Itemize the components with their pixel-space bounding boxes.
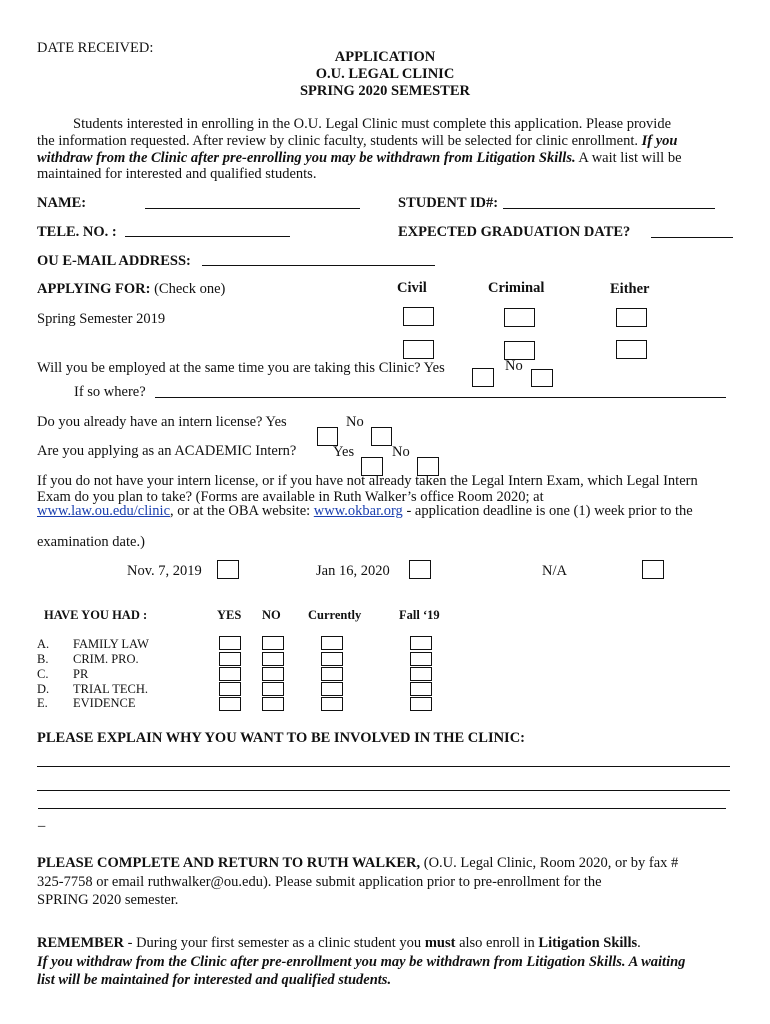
- employed-no-label: No: [505, 358, 523, 374]
- explain-line-2[interactable]: [37, 790, 730, 791]
- intern-license-no-label: No: [346, 414, 364, 430]
- col-yes: YES: [217, 608, 242, 622]
- course-letter: B.: [37, 652, 49, 666]
- exam-option-jan: Jan 16, 2020: [316, 563, 390, 579]
- exam-nov-checkbox[interactable]: [217, 560, 239, 579]
- course-checkbox[interactable]: [410, 697, 432, 711]
- applying-for-label: APPLYING FOR: (Check one): [37, 281, 226, 297]
- academic-no-label: No: [392, 444, 410, 460]
- course-name: FAMILY LAW: [73, 637, 149, 651]
- explain-line-3[interactable]: [38, 808, 726, 809]
- remember-line-1: REMEMBER - During your first semester as a clinic student you must also enroll in Litigation Skills.: [37, 935, 641, 951]
- civil-checkbox[interactable]: [403, 307, 434, 326]
- complete-line-2: 325-7758 or email ruthwalker@ou.edu). Please submit application prior to pre-enrollment for the: [37, 874, 602, 890]
- course-checkbox[interactable]: [219, 667, 241, 681]
- course-checkbox[interactable]: [262, 652, 284, 666]
- course-checkbox[interactable]: [410, 636, 432, 650]
- col-currently: Currently: [308, 608, 362, 622]
- email-label: OU E-MAIL ADDRESS:: [37, 253, 191, 269]
- explain-line-1[interactable]: [37, 766, 730, 767]
- either-label: Either: [610, 281, 650, 297]
- academic-question: Are you applying as an ACADEMIC Intern?: [37, 443, 297, 459]
- exam-option-nov: Nov. 7, 2019: [127, 563, 202, 579]
- course-letter: D.: [37, 682, 50, 696]
- intern-license-question: Do you already have an intern license? Yes: [37, 414, 287, 430]
- course-checkbox[interactable]: [219, 636, 241, 650]
- civil-checkbox-2[interactable]: [403, 340, 434, 359]
- course-name: PR: [73, 667, 89, 681]
- courses-header: HAVE YOU HAD :: [44, 608, 148, 622]
- course-letter: C.: [37, 667, 49, 681]
- tele-field[interactable]: [125, 236, 290, 237]
- exam-line-2: Exam do you plan to take? (Forms are available in Ruth Walker’s office Room 2020; at: [37, 489, 544, 505]
- title-clinic: O.U. LEGAL CLINIC: [315, 66, 455, 82]
- intern-license-no-checkbox[interactable]: [371, 427, 392, 446]
- complete-line-1: PLEASE COMPLETE AND RETURN TO RUTH WALKER, (O.U. Legal Clinic, Room 2020, or by fax #: [37, 855, 679, 871]
- name-field[interactable]: [145, 208, 360, 209]
- where-label: If so where?: [74, 384, 146, 400]
- explain-dash: _: [38, 813, 46, 829]
- intro-line-4: maintained for interested and qualified students.: [37, 166, 317, 182]
- col-no: NO: [262, 608, 281, 622]
- course-name: TRIAL TECH.: [73, 682, 148, 696]
- academic-yes-label: Yes: [333, 444, 355, 460]
- course-checkbox[interactable]: [219, 652, 241, 666]
- employed-yes-checkbox[interactable]: [472, 368, 494, 387]
- criminal-checkbox[interactable]: [504, 308, 535, 327]
- employed-question: Will you be employed at the same time you are taking this Clinic? Yes: [37, 360, 445, 376]
- course-checkbox[interactable]: [219, 697, 241, 711]
- okbar-link[interactable]: www.okbar.org: [313, 503, 403, 519]
- student-id-label: STUDENT ID#:: [398, 195, 499, 211]
- semester-label: Spring Semester 2019: [37, 311, 166, 327]
- criminal-label: Criminal: [488, 280, 545, 296]
- tele-label: TELE. NO. :: [37, 224, 117, 240]
- either-checkbox[interactable]: [616, 308, 647, 327]
- title-semester: SPRING 2020 SEMESTER: [299, 83, 470, 99]
- course-letter: A.: [37, 637, 50, 651]
- civil-label: Civil: [397, 280, 427, 296]
- grad-date-field[interactable]: [651, 237, 733, 238]
- intro-line-3: withdraw from the Clinic after pre-enrolling you may be withdrawn from Litigation Skills. A wait list will be: [37, 150, 682, 166]
- course-checkbox[interactable]: [321, 667, 343, 681]
- name-label: NAME:: [37, 195, 87, 211]
- either-checkbox-2[interactable]: [616, 340, 647, 359]
- title-application: APPLICATION: [334, 49, 436, 65]
- clinic-link[interactable]: www.law.ou.edu/clinic: [37, 503, 171, 519]
- grad-date-label: EXPECTED GRADUATION DATE?: [398, 224, 631, 240]
- exam-option-na: N/A: [542, 563, 567, 579]
- course-checkbox[interactable]: [410, 682, 432, 696]
- course-letter: E.: [37, 696, 48, 710]
- exam-line-3: www.law.ou.edu/clinic, or at the OBA website: www.okbar.org - application deadline is one (1) week prior to the: [37, 503, 693, 519]
- employed-no-checkbox[interactable]: [531, 369, 553, 387]
- course-checkbox[interactable]: [262, 697, 284, 711]
- course-name: CRIM. PRO.: [73, 652, 139, 666]
- date-received-label: DATE RECEIVED:: [37, 40, 154, 56]
- exam-line-1: If you do not have your intern license, or if you have not already taken the Legal Intern Exam, which Legal Intern: [37, 473, 698, 489]
- course-checkbox[interactable]: [262, 682, 284, 696]
- course-checkbox[interactable]: [262, 636, 284, 650]
- explain-heading: PLEASE EXPLAIN WHY YOU WANT TO BE INVOLVED IN THE CLINIC:: [37, 730, 526, 746]
- intro-line-2: the information requested. After review by clinic faculty, students will be selected for clinic enrollment. If you: [37, 133, 678, 149]
- student-id-field[interactable]: [503, 208, 715, 209]
- complete-line-3: SPRING 2020 semester.: [37, 892, 179, 908]
- course-checkbox[interactable]: [321, 697, 343, 711]
- course-checkbox[interactable]: [410, 652, 432, 666]
- exam-line-4: examination date.): [37, 534, 145, 550]
- course-name: EVIDENCE: [73, 696, 136, 710]
- course-checkbox[interactable]: [410, 667, 432, 681]
- remember-line-3: list will be maintained for interested and qualified students.: [37, 972, 392, 988]
- where-field[interactable]: [155, 397, 726, 398]
- exam-na-checkbox[interactable]: [642, 560, 664, 579]
- col-fall: Fall ‘19: [399, 608, 440, 622]
- course-checkbox[interactable]: [262, 667, 284, 681]
- course-checkbox[interactable]: [219, 682, 241, 696]
- remember-line-2: If you withdraw from the Clinic after pre-enrollment you may be withdrawn from Litigation Skills. A waiting: [37, 954, 686, 970]
- intro-line-1: Students interested in enrolling in the O.U. Legal Clinic must complete this application. Please provide: [73, 116, 672, 132]
- exam-jan-checkbox[interactable]: [409, 560, 431, 579]
- course-checkbox[interactable]: [321, 636, 343, 650]
- email-field[interactable]: [202, 265, 435, 266]
- course-checkbox[interactable]: [321, 652, 343, 666]
- course-checkbox[interactable]: [321, 682, 343, 696]
